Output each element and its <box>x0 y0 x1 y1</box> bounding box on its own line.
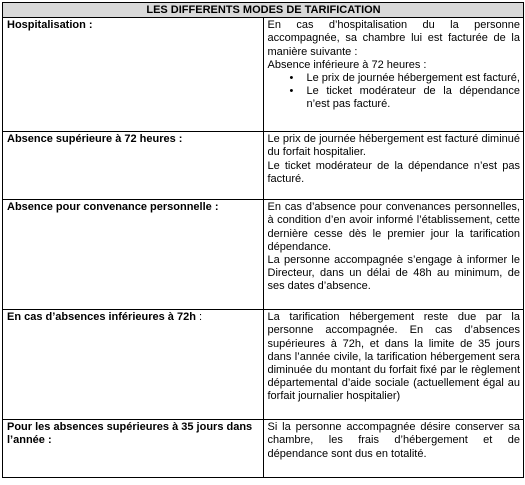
list-item <box>289 85 521 111</box>
bullet-icon: • <box>289 85 294 98</box>
table-row <box>3 310 524 420</box>
row-label-bold: En cas d’absences inférieures à 72h <box>7 311 196 324</box>
row-label: Pour les absences supérieures à 35 jours dans l’année : <box>3 420 264 478</box>
paragraph: Le ticket modérateur de la dépendance n’est pas facturé. <box>267 159 520 185</box>
row-label: Absence pour convenance personnelle : <box>3 200 264 310</box>
paragraph: Le prix de journée hébergement est facturé diminué du forfait hospitalier. <box>267 133 520 159</box>
table-row <box>3 18 524 132</box>
table-title: LES DIFFERENTS MODES DE TARIFICATION <box>3 3 524 18</box>
paragraph: La personne accompagnée s’engage à informer le Directeur, dans un délai de 48h au minimum, de ses dates d’absence. <box>267 254 520 293</box>
row-content <box>263 310 524 420</box>
row-content <box>263 132 524 200</box>
bullet-list <box>268 72 521 112</box>
paragraph: La tarification hébergement reste due par la personne accompagnée. En cas d’absences supérieures à 72h, et dans la limite de 35 jours dans l’année civile, la tarification hébergement sera diminuée du montant du forfait fixé par le règlement départemental d’aide sociale (actuellement égal au forfait journalier hospitalier) <box>267 311 520 403</box>
row-content <box>263 420 524 478</box>
list-item-text: Le prix de journée hébergement est facturé, <box>306 72 520 85</box>
list-item-text: Le ticket modérateur de la dépendance n’est pas facturé. <box>306 85 520 111</box>
table-row <box>3 200 524 310</box>
table-row <box>3 132 524 200</box>
table-row <box>3 420 524 478</box>
paragraph: En cas d’hospitalisation du la personne accompagnée, sa chambre lui est facturée de la manière suivante : <box>267 19 520 58</box>
table-header-row <box>3 3 524 18</box>
tarification-table <box>2 2 524 478</box>
bullet-icon: • <box>289 72 294 85</box>
row-content <box>263 200 524 310</box>
paragraph: Si la personne accompagnée désire conserver sa chambre, les frais d’hébergement et de dépendance sont dus en totalité. <box>267 421 520 460</box>
paragraph: Absence inférieure à 72 heures : <box>267 58 427 71</box>
row-label: Hospitalisation : <box>3 18 264 132</box>
paragraph: En cas d’absence pour convenances personnelles, à condition d’en avoir informé l’établissement, cette dernière cesse dès le premier jour la tarification dépendance. <box>267 201 520 253</box>
list-item <box>289 72 521 85</box>
row-label: Absence supérieure à 72 heures : <box>3 132 264 200</box>
row-label <box>3 310 264 420</box>
row-label-colon: : <box>195 311 203 324</box>
row-content <box>263 18 524 132</box>
